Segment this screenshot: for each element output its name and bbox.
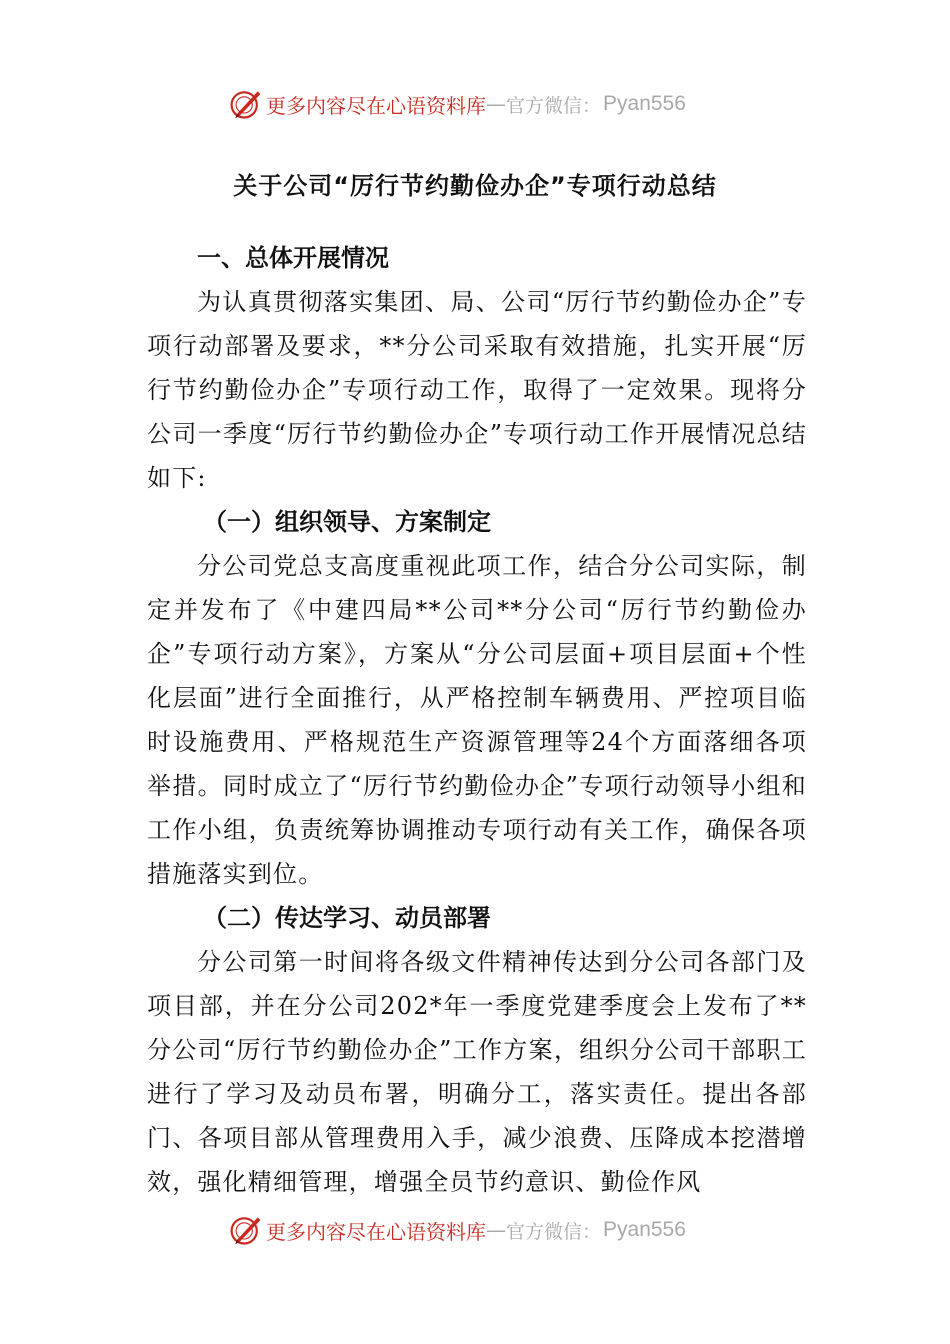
watermark-header xyxy=(228,84,686,124)
document-body xyxy=(147,236,807,1204)
watermark-wechat-id: Pyan556 xyxy=(603,92,686,115)
section-heading-1: 一、总体开展情况 xyxy=(197,244,389,272)
subsection-2-paragraph: 分公司第一时间将各级文件精神传达到分公司各部门及项目部，并在分公司202*年一季度党建季度会上发布了**分公司“厉行节约勤俭办企”工作方案，组织分公司干部职工进行了学习及动员布署，明确分工，落实责任。提出各部门、各项目部从管理费用入手，减少浪费、压降成本挖潜增效，强化精细管理，增强全员节约意识、勤俭作风 xyxy=(147,948,807,1196)
watermark-wechat-label: 官方微信： xyxy=(506,1220,602,1243)
watermark-footer xyxy=(228,1210,686,1250)
section-1-intro-paragraph: 为认真贯彻落实集团、局、公司“厉行节约勤俭办企”专项行动部署及要求，**分公司采取有效措施，扎实开展“厉行节约勤俭办企”专项行动工作，取得了一定效果。现将分公司一季度“厉行节约勤俭办企”专项行动工作开展情况总结如下: xyxy=(147,288,807,492)
watermark-site-text: 更多内容尽在心语资料库 xyxy=(266,93,486,118)
pen-circle-logo-icon xyxy=(228,86,264,122)
pen-circle-logo-icon xyxy=(228,1212,264,1248)
watermark-dash: — xyxy=(486,1218,506,1242)
watermark-wechat-id: Pyan556 xyxy=(603,1218,686,1241)
watermark-site-text: 更多内容尽在心语资料库 xyxy=(266,1219,486,1244)
watermark-dash: — xyxy=(486,92,506,116)
watermark-wechat-label: 官方微信： xyxy=(506,94,602,117)
document-title: 关于公司“厉行节约勤俭办企”专项行动总结 xyxy=(233,172,717,200)
subsection-1-paragraph: 分公司党总支高度重视此项工作，结合分公司实际，制定并发布了《中建四局**公司**分公司“厉行节约勤俭办企”专项行动方案》，方案从“分公司层面+项目层面+个性化层面”进行全面推行，从严格控制车辆费用、严控项目临时设施费用、严格规范生产资源管理等24个方面落细各项举措。同时成立了“厉行节约勤俭办企”专项行动领导小组和工作小组，负责统筹协调推动专项行动有关工作，确保各项措施落实到位。 xyxy=(147,552,807,888)
subsection-heading-2: （二）传达学习、动员部署 xyxy=(203,904,491,932)
subsection-heading-1: （一）组织领导、方案制定 xyxy=(203,508,491,536)
